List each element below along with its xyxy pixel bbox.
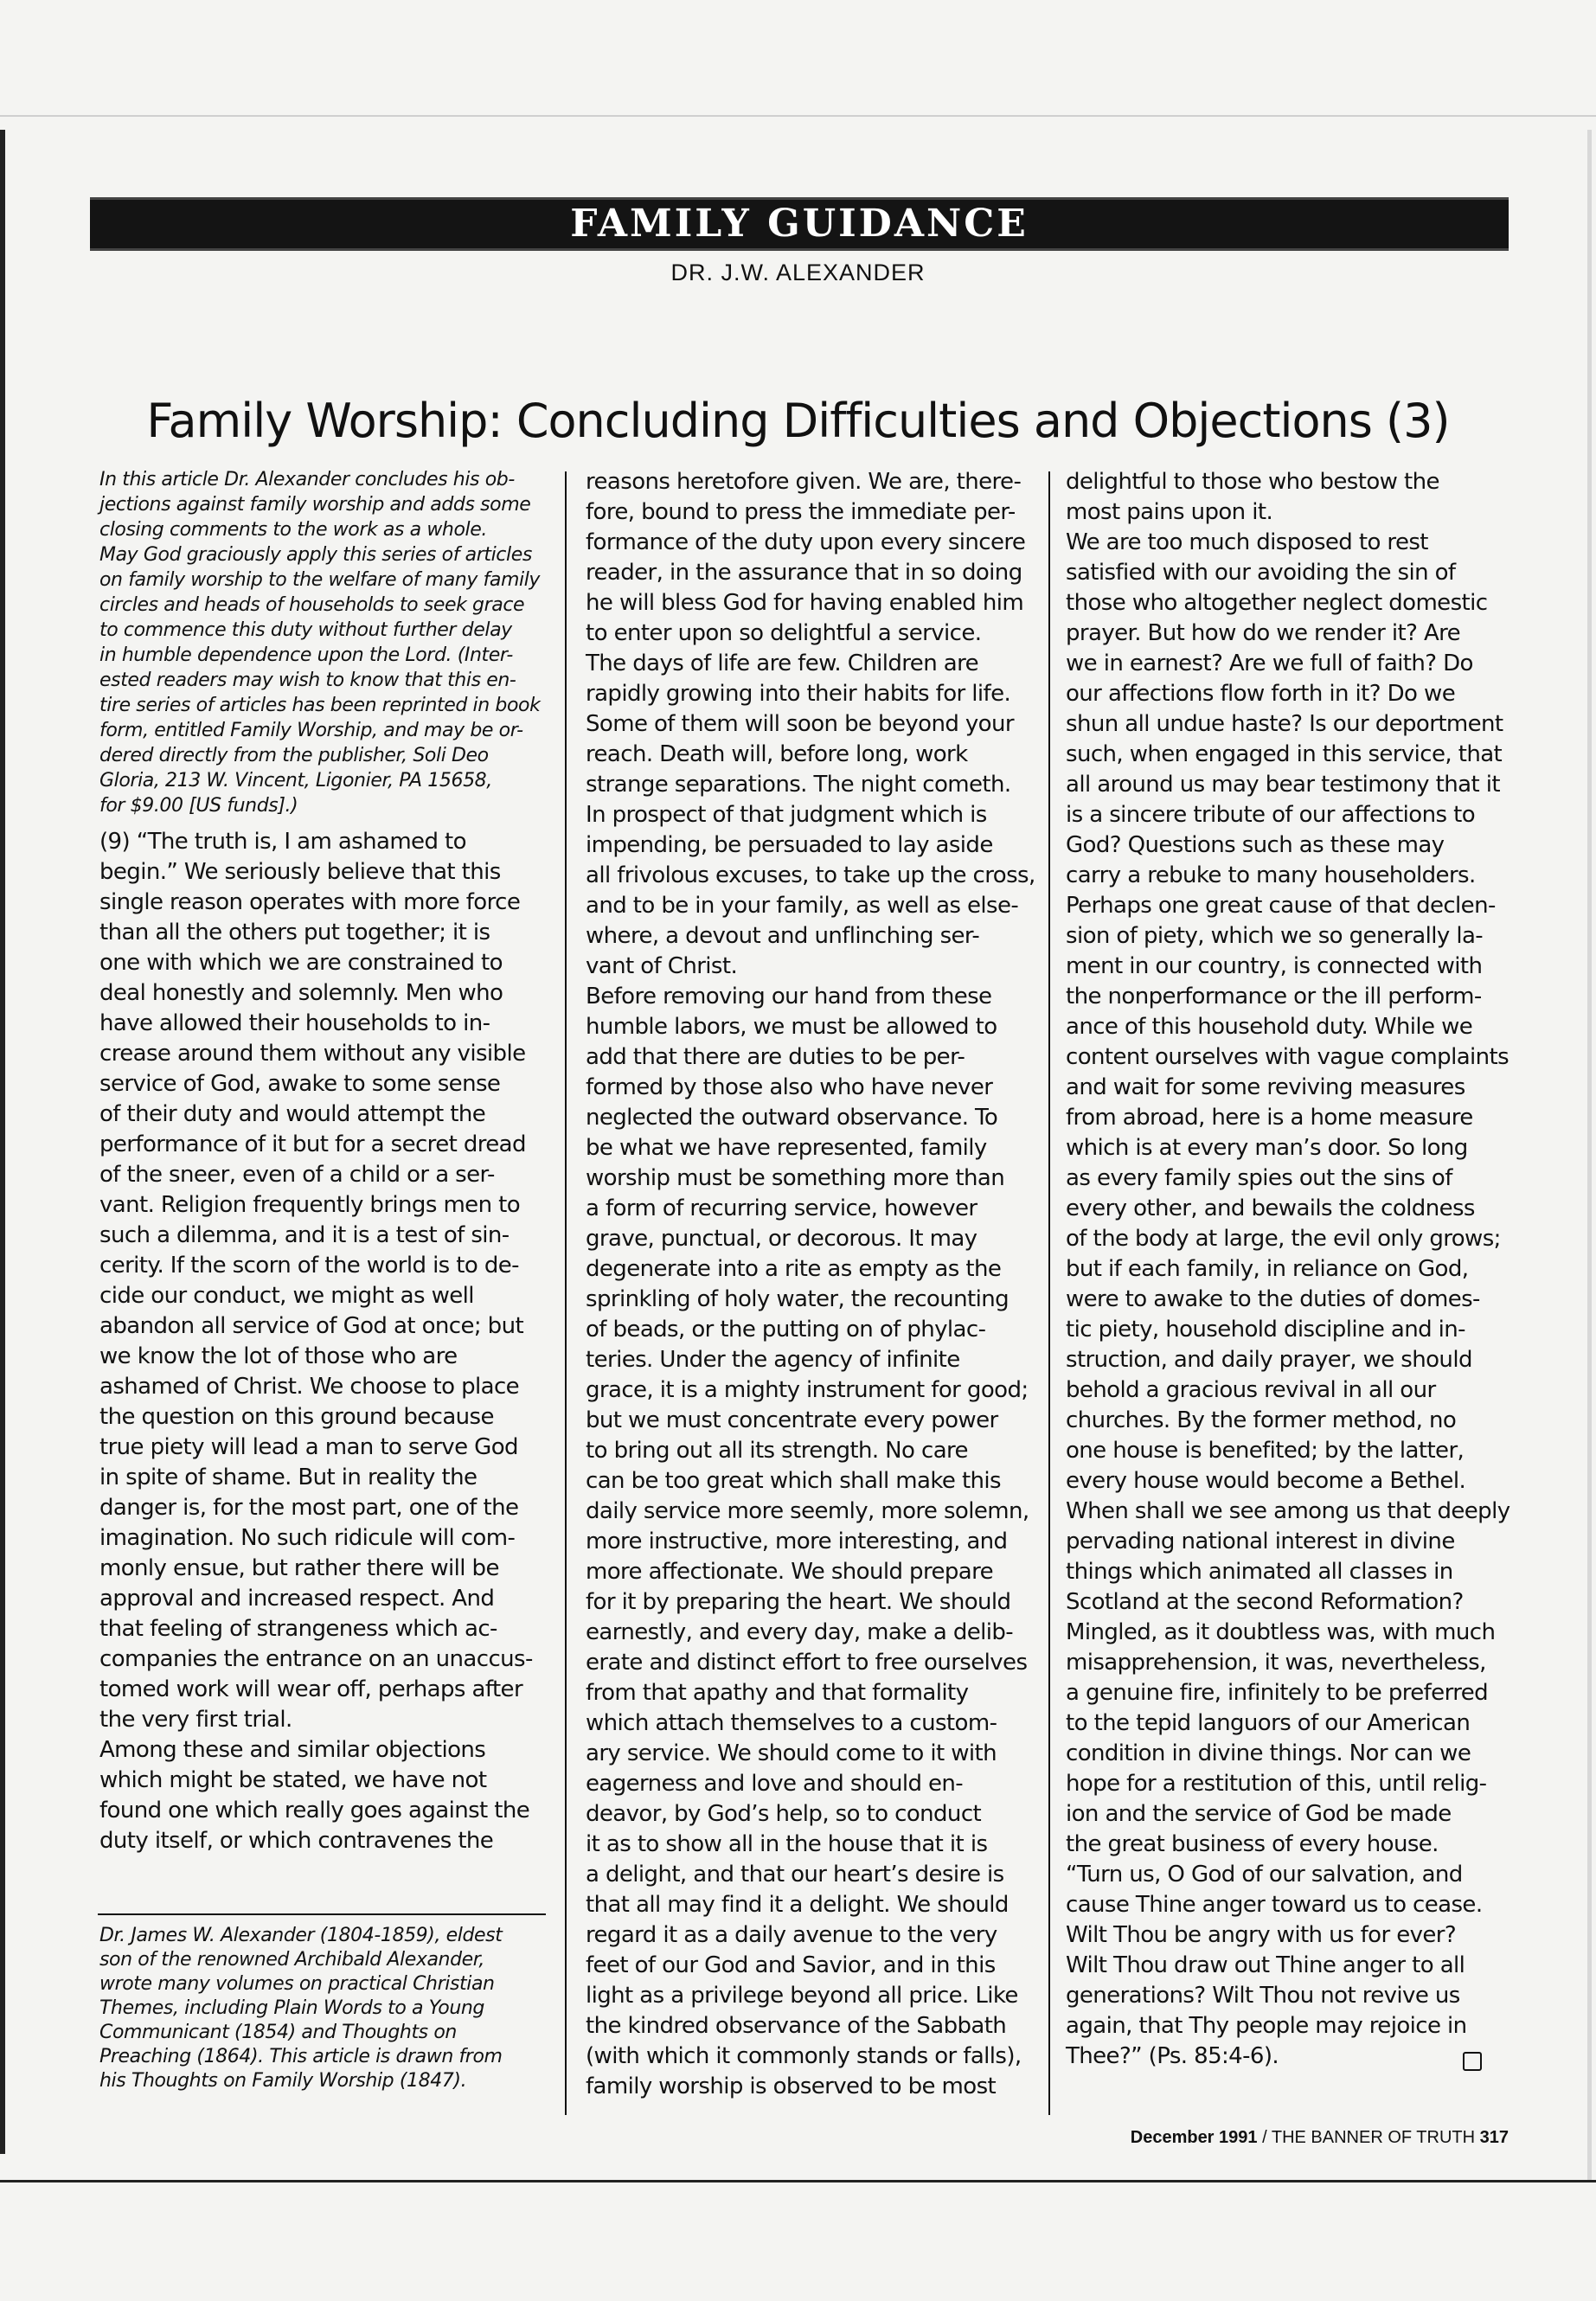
section-title: FAMILY GUIDANCE [570,202,1029,246]
page-footer [1125,2128,1509,2148]
column-3-text: delightful to those who bestow the most pains upon it. We are too much disposed to rest satisfied with our avoiding the sin of those who altogether neglect domestic prayer. But how do we render it? Are we in earnest? Are we full of faith? Do our affections flow forth in it? Do we shun all undue haste? Is our deportment such, when engaged in this service, that all around us may bear testimony that it is a sincere tribute of our affections to God? Questions such as these may carry a rebuke to many householders. Perhaps one great cause of that declen- sion of piety, which we so generally la- ment in our country, is connected with the nonperformance or the ill perform- ance of this household duty. While we content ourselves with vague complaints and wait for some reviving measures from abroad, here is a home measure which is at every man’s door. So long as every family spies out the sins of every other, and bewails the coldness of the body at large, the evil only grows; but if each family, in reliance on God, were to awake to the duties of domes- tic piety, household discipline and in- struction, and daily prayer, we should behold a gracious revival in all our churches. By the former method, no one house is benefited; by the latter, every house would become a Bethel. When shall we see among us that deeply pervading national interest in divine things which animated all classes in Scotland at the second Reformation? Mingled, as it doubtless was, with much misapprehension, it was, nevertheless, a genuine fire, infinitely to be preferred to the tepid languors of our American condition in divine things. Nor can we hope for a restitution of this, until relig- ion and the service of God be made the great business of every house. “Turn us, O God of our salvation, and cause Thine anger toward us to cease. Wilt Thou be angry with us for ever? Wilt Thou draw out Thine anger to all generations? Wilt Thou not revive us again, that Thy people may rejoice in Thee?” (Ps. 85:4-6). [1066,469,1510,2069]
column-divider [1048,471,1050,2115]
column-2-text: reasons heretofore given. We are, there- fore, bound to press the immediate per- formance of the duty upon every sincere reader, in the assurance that in so doing he will bless God for having enabled him to enter upon so delightful a service. The days of life are few. Children are rapidly growing into their habits for life. Some of them will soon be beyond your reach. Death will, before long, work strange separations. The night cometh. In prospect of that judgment which is impending, be persuaded to lay aside all frivolous excuses, to take up the cross, and to be in your family, as well as else- where, a devout and unflinching ser- vant of Christ. Before removing our hand from these humble labors, we must be allowed to add that there are duties to be per- formed by those also who have never neglected the outward observance. To be what we have represented, family worship must be something more than a form of recurring service, however grave, punctual, or decorous. It may degenerate into a rite as empty as the sprinkling of holy water, the recounting of beads, or the putting on of phylac- teries. Under the agency of infinite grace, it is a mighty instrument for good; but we must concentrate every power to bring out all its strength. No care can be too great which shall make this daily service more seemly, more solemn, more instructive, more interesting, and more affectionate. We should prepare for it by preparing the heart. We should earnestly, and every day, make a delib- erate and distinct effort to free ourselves from that apathy and that formality which attach themselves to a custom- ary service. We should come to it with eagerness and love and should en- deavor, by God’s help, so to conduct it as to show all in the house that it is a delight, and that our heart’s desire is that all may find it a delight. We should regard it as a daily avenue to the very feet of our God and Savior, and in this light as a privilege beyond all price. Like the kindred observance of the Sabbath (with which it commonly stands or falls), family worship is observed to be most [586,469,1035,2099]
section-banner [90,197,1509,251]
column-divider [565,471,567,2115]
column-2 [586,467,1035,2102]
author-name: DR. J.W. ALEXANDER [670,260,926,285]
page-top-line [0,115,1596,117]
end-square-icon [1463,2052,1482,2071]
scan-bottom-edge [0,2180,1596,2182]
column-3 [1066,467,1516,2072]
bio-divider [98,1913,546,1915]
footer-publication: THE BANNER OF TRUTH [1271,2128,1476,2147]
article-intro: In this article Dr. Alexander concludes his ob- jections against family worship and adds some closing comments to the work as a whole. May God graciously apply this series of articles on family worship to the welfare of many family circles and heads of households to seek grace to commence this duty without further delay in humble dependence upon the Lord. (Inter- ested readers may wish to know that this en- tire series of articles has been reprinted in book form, entitled Family Worship, and may be or- dered directly from the publisher, Soli Deo Gloria, 213 W. Vincent, Ligonier, PA 15658, for $9.00 [US funds].) [99,469,541,817]
column-1 [99,467,549,1856]
footer-issue: December 1991 [1130,2128,1258,2147]
author-bio: Dr. James W. Alexander (1804-1859), eldest son of the renowned Archibald Alexander, wrote many volumes on practical Christian Themes, including Plain Words to a Young Communicant (1854) and Thoughts on Preaching (1864). This article is drawn from his Thoughts on Family Worship (1847). [99,1925,503,2092]
column-1-text: (9) “The truth is, I am ashamed to begin.” We seriously believe that this single reason operates with more force than all the others put together; it is one with which we are constrained to deal honestly and solemnly. Men who have allowed their households to in- crease around them without any visible service of God, awake to some sense of their duty and would attempt the performance of it but for a secret dread of the sneer, even of a child or a ser- vant. Religion frequently brings men to such a dilemma, and it is a test of sin- cerity. If the scorn of the world is to de- cide our conduct, we might as well abandon all service of God at once; but we know the lot of those who are ashamed of Christ. We choose to place the question on this ground because true piety will lead a man to serve God in spite of shame. But in reality the danger is, for the most part, one of the imagination. No such ridicule will com- monly ensue, but rather there will be approval and increased respect. And that feeling of strangeness which ac- companies the entrance on an unaccus- tomed work will wear off, perhaps after the very first trial. Among these and similar objections which might be stated, we have not found one which really goes against the duty itself, or which contravenes the [99,829,533,1854]
article-title: Family Worship: Concluding Difficulties and Objections (3) [146,394,1450,448]
footer-separator: / [1262,2128,1267,2147]
end-of-article-mark [1458,2052,1482,2071]
footer-page-number: 317 [1479,2128,1509,2147]
